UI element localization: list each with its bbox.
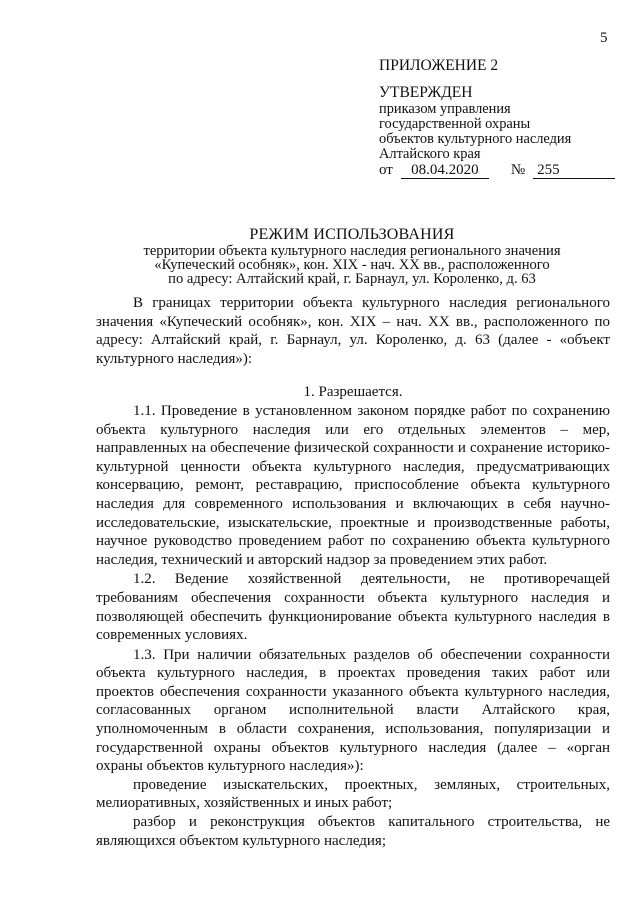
subtitle-line: «Купеческий особняк», кон. XIX - нач. XX вв., расположенного (154, 257, 550, 273)
subitem-paragraph: проведение изыскательских, проектных, земляных, строительных, мелиоративных, хозяйственных и иных работ; (96, 776, 610, 812)
document-title: РЕЖИМ ИСПОЛЬЗОВАНИЯ (249, 226, 455, 243)
approval-line: государственной охраны (379, 116, 531, 132)
item-paragraph: 1.3. При наличии обязательных разделов об обеспечении сохранности объекта культурного наследия, в проектах проведения таких работ или проектов обеспечения сохранности указанного объекта культурного наследия, согласованных органом исполнительной власти Алтайского края, уполномоченным в области сохранения, использования, популяризации и государственной охраны объектов культурного наследия (далее – «орган охраны объектов культурного наследия»): (96, 646, 610, 775)
annex-label: ПРИЛОЖЕНИЕ 2 (379, 57, 499, 74)
subtitle-line: территории объекта культурного наследия регионального значения (143, 243, 561, 259)
page-number: 5 (600, 30, 608, 46)
document-body (96, 294, 610, 850)
approval-line: Алтайского края (379, 146, 481, 162)
order-number: 255 (533, 163, 615, 179)
approved-label: УТВЕРЖДЕН (379, 84, 473, 101)
order-date-number-line (379, 163, 614, 179)
section-heading: 1. Разрешается. (303, 384, 403, 401)
approval-line: объектов культурного наследия (379, 131, 572, 147)
approval-line: приказом управления (379, 101, 511, 117)
order-date: 08.04.2020 (401, 163, 489, 179)
subtitle-line: по адресу: Алтайский край, г. Барнаул, ул. Короленко, д. 63 (168, 271, 536, 287)
item-paragraph: 1.2. Ведение хозяйственной деятельности, не противоречащей требованиям обеспечения сохранности объекта культурного наследия и позволяющей обеспечить функционирование объекта культурного наследия в современных условиях. (96, 571, 610, 644)
title-block (96, 226, 608, 286)
intro-paragraph: В границах территории объекта культурного наследия регионального значения «Купеческий особняк», кон. XIX – нач. XX вв., расположенного по адресу: Алтайский край, г. Барнаул, ул. Короленко, д. 63 (далее - «объект культурного наследия»): (96, 295, 610, 367)
subitem-paragraph: разбор и реконструкция объектов капитального строительства, не являющихся объектом культурного наследия; (96, 814, 610, 849)
item-paragraph: 1.1. Проведение в установленном законом порядке работ по сохранению объекта культурного наследия или его отдельных элементов – мер, направленных на обеспечение физической сохранности и сохранение историко-культурной ценности объекта культурного наследия, предусматривающих консервацию, ремонт, реставрацию, приспособление объекта культурного наследия для современного использования и включающих в себя научно-исследовательские, изыскательские, проектные и производственные работы, научное руководство проведением работ по сохранению объекта культурного наследия, технический и авторский надзор за проведением этих работ. (96, 402, 610, 568)
approval-block (379, 58, 614, 179)
number-sign: № (510, 162, 526, 178)
from-label: от (379, 162, 393, 178)
